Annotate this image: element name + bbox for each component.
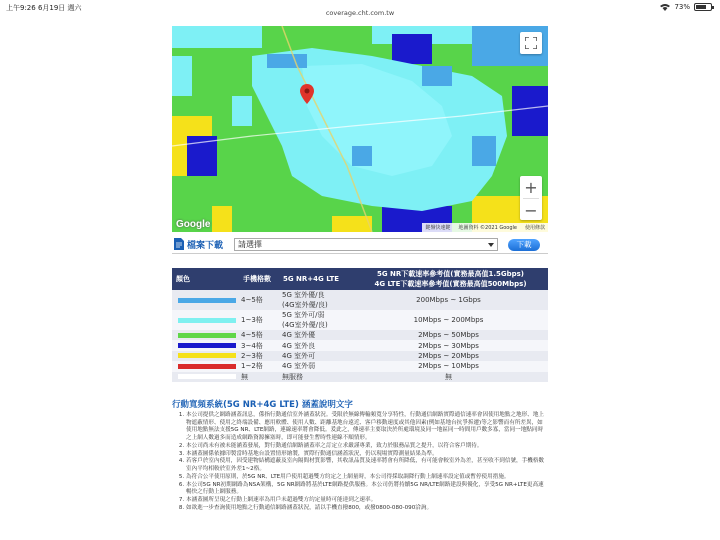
legend-network-line: 4G 室外可 bbox=[282, 351, 316, 360]
note-item: 2. 本公司尚未有被未能涵蓋發展，對行動通信網路涵蓋率之訂定立求嚴謹專業，致力於服務品質之提升，以符合客戶期待。 bbox=[186, 443, 548, 451]
status-bar bbox=[0, 0, 720, 17]
legend-speed: 200Mbps ~ 1Gbps bbox=[349, 290, 548, 310]
legend-bars: 4~5格 bbox=[239, 330, 279, 340]
legend-speed: 無 bbox=[349, 372, 548, 382]
legend-network bbox=[279, 340, 349, 350]
coverage-map[interactable] bbox=[172, 26, 548, 232]
legend-swatch bbox=[178, 343, 236, 348]
note-item: 8. 如欲進一步查詢使用地點之行動通信網路涵蓋狀況，請以手機直撥800，或撥0800-080-090洽詢。 bbox=[186, 505, 548, 513]
legend-network-line: 5G 室外優/良 bbox=[282, 291, 325, 299]
map-data-credit: 地圖資料 ©2021 Google bbox=[458, 225, 517, 231]
battery-icon bbox=[694, 3, 712, 11]
legend-network bbox=[279, 310, 349, 330]
legend-network-line: 無服務 bbox=[282, 372, 303, 381]
wifi-icon bbox=[660, 3, 670, 11]
legend-row bbox=[172, 290, 548, 310]
header-speed bbox=[349, 268, 548, 290]
battery-percent: 73% bbox=[674, 3, 690, 11]
note-item: 5. 為符合公平使用原則，於5G NR、LTE用戶使用超過雙方約定之上網量時，本公司得採取調降行動上網速率設定值或暫停使用措施。 bbox=[186, 474, 548, 482]
fullscreen-icon bbox=[525, 37, 537, 49]
coverage-map-tiles bbox=[172, 26, 548, 232]
legend-bars: 無 bbox=[239, 372, 279, 382]
header-network: 5G NR+4G LTE bbox=[279, 268, 349, 290]
file-select[interactable] bbox=[234, 238, 498, 251]
file-download-bar bbox=[172, 236, 548, 254]
legend-swatch bbox=[178, 353, 236, 358]
header-color: 顏色 bbox=[172, 268, 239, 290]
fullscreen-button[interactable] bbox=[520, 32, 542, 54]
note-item: 7. 本涵蓋圖所呈現之行動上網速率為用戶未超過雙方約定量時可能達到之速率。 bbox=[186, 497, 548, 505]
legend-network-line: (4G室外優/良) bbox=[282, 321, 328, 329]
legend-network-line: 5G 室外可/弱 bbox=[282, 311, 325, 319]
legend-row bbox=[172, 372, 548, 382]
map-attribution bbox=[422, 223, 548, 232]
note-item: 3. 本涵蓋圖係依據印製當時基地台設置情形繪製，實際行動通信涵蓋狀況，仍以現場實際測量結果為準。 bbox=[186, 451, 548, 459]
legend-row bbox=[172, 310, 548, 330]
google-logo: Google bbox=[176, 219, 211, 230]
address-url[interactable]: coverage.cht.com.tw bbox=[325, 9, 395, 17]
legend-network bbox=[279, 351, 349, 361]
chevron-down-icon bbox=[488, 243, 494, 247]
legend-speed: 2Mbps ~ 30Mbps bbox=[349, 340, 548, 350]
zoom-controls bbox=[520, 176, 542, 220]
notes-list bbox=[172, 412, 548, 513]
legend-network-line: 4G 室外優 bbox=[282, 331, 316, 340]
legend-swatch bbox=[178, 298, 236, 303]
legend-row bbox=[172, 361, 548, 371]
legend-bars: 1~2格 bbox=[239, 361, 279, 371]
status-time: 上午9:26 6月19日 週六 bbox=[6, 4, 82, 12]
header-speed-5g: 5G NR下載速率參考值(實務最高值1.5Gbps) bbox=[376, 270, 525, 278]
legend-swatch bbox=[178, 333, 236, 338]
legend-speed: 2Mbps ~ 50Mbps bbox=[349, 330, 548, 340]
download-button[interactable]: 下載 bbox=[508, 239, 540, 251]
legend-bars: 4~5格 bbox=[239, 290, 279, 310]
terms-link[interactable]: 使用條款 bbox=[524, 225, 545, 231]
legend-network bbox=[279, 290, 349, 310]
header-bars: 手機格數 bbox=[239, 268, 279, 290]
file-select-value: 請選擇 bbox=[238, 240, 262, 249]
legend-speed: 2Mbps ~ 20Mbps bbox=[349, 351, 548, 361]
zoom-out-button[interactable]: − bbox=[524, 200, 538, 220]
legend-speed: 10Mbps ~ 200Mbps bbox=[349, 310, 548, 330]
location-pin-icon[interactable] bbox=[300, 84, 314, 108]
note-item: 4. 若客戶於室內使用，因受建物結構遮蔽及室內隔間材質影響，其收訊品質及速率將會有所降低，有可能會較室外為差，甚至收不到信號，手機格數室內平均相較於室外差1~2格。 bbox=[186, 458, 548, 473]
document-icon bbox=[174, 238, 184, 250]
legend-network bbox=[279, 330, 349, 340]
legend-network bbox=[279, 361, 349, 371]
header-speed-4g: 4G LTE下載速率參考值(實務最高值500Mbps) bbox=[374, 280, 527, 288]
legend-bars: 2~3格 bbox=[239, 351, 279, 361]
legend-swatch bbox=[178, 318, 236, 323]
legend-network-line: (4G室外優/良) bbox=[282, 301, 328, 309]
legend-bars: 1~3格 bbox=[239, 310, 279, 330]
legend-network bbox=[279, 372, 349, 382]
legend-swatch bbox=[178, 364, 236, 369]
coverage-legend-table bbox=[172, 268, 548, 382]
legend-bars: 3~4格 bbox=[239, 340, 279, 350]
keyboard-shortcuts-link[interactable]: 鍵盤快速鍵 bbox=[425, 225, 451, 231]
legend-network-line: 4G 室外弱 bbox=[282, 362, 316, 371]
legend-row bbox=[172, 330, 548, 340]
notes-title: 行動寬頻系統(5G NR+4G LTE) 涵蓋說明文字 bbox=[172, 400, 353, 410]
legend-network-line: 4G 室外良 bbox=[282, 341, 316, 350]
coverage-notes bbox=[172, 398, 548, 513]
note-item: 6. 本公司5G NR初期網路為NSA架構，5G NR網路將基於LTE網路提供服務。本公司仍將持續5G NR/LTE網路建設與優化，享受5G NR+LTE更高速暢快之行動上網服務。 bbox=[186, 482, 548, 497]
legend-row bbox=[172, 351, 548, 361]
zoom-in-button[interactable]: + bbox=[524, 177, 538, 197]
legend-row bbox=[172, 340, 548, 350]
legend-swatch bbox=[178, 374, 236, 379]
download-title: 檔案下載 bbox=[187, 241, 224, 251]
note-item: 1. 本公司提供之網路涵蓋訊息，係指行動通信室外涵蓋狀況。受限於無線傳輸頻寬分享特性，行動通信網路實際通信速率會因使用地點之地形、地上物遮蔽情形、使用之終端設備、應用軟體、使用人數、距離基地台遠近、客戶移動速度或其他因素(例如基地台抗爭拆遷)等之影響而有所差異，如使用地點無法支援5G NR、LTE網路，連線速率將會降低。爰此之，傳速率主要取決於所處環境及同一地區同一時間用戶數多寡，當同一地點同時之上網人數過多而造成網路資源擁塞時，即可能發生暫時性連線不順情形。 bbox=[186, 412, 548, 442]
legend-speed: 2Mbps ~ 10Mbps bbox=[349, 361, 548, 371]
